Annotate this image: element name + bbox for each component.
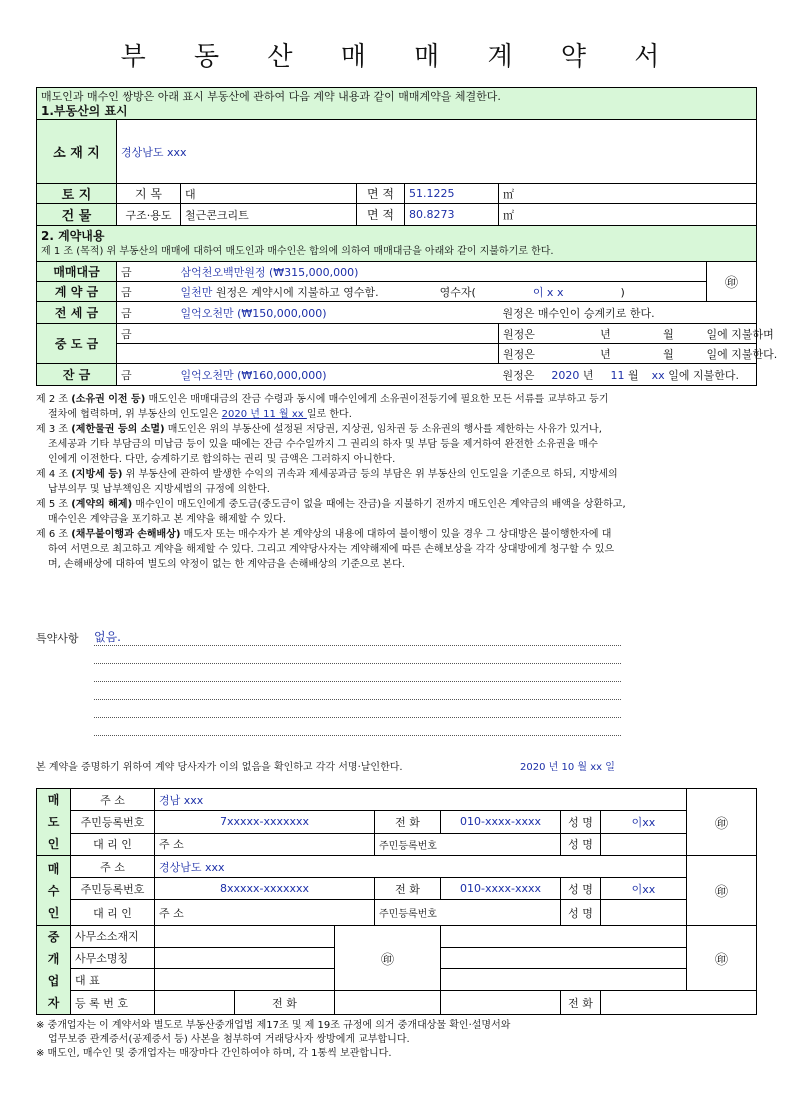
lease-prefix: 금 (117, 302, 181, 324)
location-label: 소 재 지 (37, 120, 117, 184)
middle-line1-month: 월 (631, 324, 707, 344)
lease-label: 전 세 금 (37, 302, 117, 324)
buyer-agent-addr-label: 주 소 (155, 900, 375, 926)
article3-title: (제한물권 등의 소멸) (71, 424, 165, 435)
buyer-name: 이xx (601, 878, 687, 900)
broker-seal-icon: ㊞ (335, 926, 441, 991)
article2-title: (소유권 이전 등) (71, 394, 146, 405)
land-area-unit: ㎡ (499, 184, 757, 204)
land-area-label: 면 적 (357, 184, 405, 204)
middle-line2-year: 년 (581, 344, 631, 364)
broker-office-address-label: 사무소소재지 (71, 926, 155, 948)
price-prefix: 금 (117, 262, 181, 282)
buyer-address-label: 주 소 (71, 856, 155, 878)
middle-line1-day: 일에 지불하며 (707, 324, 757, 344)
article1-text: 제 1 조 (목적) 위 부동산의 매매에 대하여 매도인과 매수인은 합의에 의하여 매매대금을 아래와 같이 지불하기로 한다. (41, 245, 554, 257)
contract-articles: 제 2 조 (소유권 이전 등) 매도인은 매매대금의 잔금 수령과 동시에 매수인에게 소유권이전등기에 필요한 모든 서류를 교부하고 등기 절차에 협력하며, 위 부동산의 인도일은 2020 년 11 월 xx 일로 한다. 제 3 조 (제한물권 등의 소멸) 매도인은 위의 부동산에 설정된 저당권, 지상권, 임차권 등 소유권의 행사를 제한하는 사유가 있거나, 조세공과 기타 부담금의 미납금 등이 있을 때에는 잔금 수수일까지 그 권리의 하자 및 부담 등을 제거하여 완전한 소유권을 매수 인에게 이전한다. 다만, 승계하기로 합의하는 권리 및 금액은 그러하지 아니한다. 제 4 조 (지방세 등) 위 부동산에 관하여 발생한 수익의 귀속과 제세공과금 등의 부담은 위 부동산의 인도일을 기준으로 하되, 지방세의 납부의무 및 납부책임은 지방세법의 규정에 의한다. 제 5 조 (계약의 해제) 매수인이 매도인에게 중도금(중도금이 없을 때에는 잔금)을 지불하기 전까지 매도인은 계약금의 배액을 상환하고, 매수인은 계약금을 포기하고 본 계약을 해제할 수 있다. 제 6 조 (채무불이행과 손해배상) 매도자 또는 매수자가 본 계약상의 내용에 대하여 불이행이 있을 경우 그 상대방은 불이행한자에 대 하여 서면으로 최고하고 계약을 해제할 수 있다. 그리고 계약당사자는 계약해제에 따른 손해보상을 각각 상대방에게 청구할 수 있으 며, 손해배상에 대하여 별도의 약정이 없는 한 계약금을 손해배상의 기준으로 본다. (36, 394, 626, 570)
building-area-label: 면 적 (357, 204, 405, 226)
buyer-name-label: 성 명 (561, 878, 601, 900)
seller-agent-id-label: 주민등록번호 (375, 833, 561, 855)
seller-name: 이xx (601, 811, 687, 833)
document-title: 부 동 산 매 매 계 약 서 (120, 42, 680, 72)
buyer-phone: 010-xxxx-xxxx (441, 878, 561, 900)
land-label: 토 지 (37, 184, 117, 204)
building-struct-value: 철근콘크리트 (181, 204, 357, 226)
land-type-value: 대 (181, 184, 357, 204)
seller-phone-label: 전 화 (375, 811, 441, 833)
deposit-suffix: 원정은 계약시에 지불하고 영수함. (215, 285, 379, 299)
seller-id: 7xxxxx-xxxxxxx (155, 811, 375, 833)
deposit-value: 일천만 (180, 285, 213, 299)
buyer-address: 경상남도 xxx (155, 856, 687, 878)
balance-day: xx (651, 368, 665, 382)
article6-text: 매도자 또는 매수자가 본 계약상의 내용에 대하여 불이행이 있을 경우 그 상대방은 불이행한자에 대 (180, 529, 612, 540)
confirm-date: 2020 년 10 월 xx 일 (520, 762, 615, 773)
broker-phone-label: 전 화 (235, 991, 335, 1015)
building-struct-label: 구조·용도 (117, 204, 181, 226)
special-terms (36, 628, 621, 736)
middle-line1-note: 원정은 (499, 324, 581, 344)
broker-side-label: 중 개 업 자 (37, 926, 71, 1015)
building-area-value: 80.8273 (405, 204, 499, 226)
buyer-side-label: 매 수 인 (37, 856, 71, 926)
buyer-phone-label: 전 화 (375, 878, 441, 900)
middle-line2-day: 일에 지불한다. (707, 344, 757, 364)
confirm-text: 본 계약을 증명하기 위하여 계약 당사자가 이의 없음을 확인하고 각각 서명·날인한다. (36, 762, 403, 773)
land-area-value: 51.1225 (405, 184, 499, 204)
seller-seal-icon: ㊞ (687, 789, 757, 856)
land-type-label: 지 목 (117, 184, 181, 204)
broker2-seal-icon: ㊞ (687, 926, 757, 991)
price-value: 삼억천오백만원정 (₩315,000,000) (181, 262, 707, 282)
note-1b: 업무보증 관계증서(공제증서 등) 사본을 첨부하여 거래당사자 쌍방에게 교부합니다. (48, 1034, 410, 1045)
middle-line2-month: 월 (631, 344, 707, 364)
buyer-seal-icon: ㊞ (687, 856, 757, 926)
buyer-id: 8xxxxx-xxxxxxx (155, 878, 375, 900)
balance-month: 11 (610, 368, 625, 382)
article2-text: 매도인은 매매대금의 잔금 수령과 동시에 매수인에게 소유권이전등기에 필요한 모든 서류를 교부하고 등기 (145, 394, 609, 405)
building-area-unit: ㎡ (499, 204, 757, 226)
price-label: 매매대금 (37, 262, 117, 282)
balance-year-unit: 년 (582, 368, 594, 382)
seller-agent-label: 대 리 인 (71, 833, 155, 855)
balance-day-unit: 일에 지불한다. (668, 368, 739, 382)
receiver-close: ) (620, 285, 625, 299)
seller-agent-name-label: 성 명 (561, 833, 601, 855)
balance-note: 원정은 (502, 368, 535, 382)
balance-value: 일억오천만 (₩160,000,000) (181, 364, 499, 386)
receiver-label: 영수자( (439, 285, 476, 299)
seller-side-label: 매 도 인 (37, 789, 71, 856)
section2-heading: 2. 계약내용 (41, 228, 105, 243)
delivery-date: 2020 년 11 월 xx (221, 409, 307, 420)
note-1: ※ 중개업자는 이 계약서와 별도로 부동산중개업법 제17조 및 제 19조 규정에 의거 중개대상물 확인·설명서와 (36, 1020, 511, 1031)
broker-rep-label: 대 표 (71, 969, 155, 991)
lease-note: 원정은 매수인이 승계키로 한다. (499, 302, 757, 324)
article5-title: (계약의 해제) (71, 499, 133, 510)
buyer-id-label: 주민등록번호 (71, 878, 155, 900)
article5-text: 매수인이 매도인에게 중도금(중도금이 없을 때에는 잔금)을 지불하기 전까지 매도인은 계약금의 배액을 상환하고, (132, 499, 626, 510)
article4-title: (지방세 등) (71, 469, 123, 480)
broker2-phone-label: 전 화 (561, 991, 601, 1015)
balance-label: 잔 금 (37, 364, 117, 386)
parties-table (36, 788, 757, 1015)
lease-value: 일억오천만 (₩150,000,000) (181, 302, 499, 324)
balance-month-unit: 월 (628, 368, 639, 382)
seller-id-label: 주민등록번호 (71, 811, 155, 833)
footer-notes (36, 1019, 776, 1061)
balance-year: 2020 (551, 368, 580, 382)
middle-label: 중 도 금 (37, 324, 117, 364)
intro-text: 매도인과 매수인 쌍방은 아래 표시 부동산에 관하여 다음 계약 내용과 같이 매매계약을 체결한다. (41, 89, 501, 103)
seller-agent-addr-label: 주 소 (155, 833, 375, 855)
broker-office-name-label: 사무소명칭 (71, 947, 155, 969)
special-terms-label: 특약사항 (36, 632, 79, 645)
buyer-agent-name-label: 성 명 (561, 900, 601, 926)
article4-text: 위 부동산에 관하여 발생한 수익의 귀속과 제세공과금 등의 부담은 위 부동산의 인도일을 기준으로 하되, 지방세의 (122, 469, 618, 480)
building-label: 건 물 (37, 204, 117, 226)
balance-prefix: 금 (117, 364, 181, 386)
receiver-value: 이 x x (532, 285, 564, 299)
seller-name-label: 성 명 (561, 811, 601, 833)
buyer-agent-label: 대 리 인 (71, 900, 155, 926)
middle-line1-year: 년 (581, 324, 631, 344)
broker-reg-label: 등 록 번 호 (71, 991, 155, 1015)
location-value: 경상남도 xxx (117, 120, 757, 184)
middle-line2-note: 원정은 (499, 344, 581, 364)
buyer-agent-id-label: 주민등록번호 (375, 900, 561, 926)
deposit-label: 계 약 금 (37, 282, 117, 302)
contract-table (36, 87, 778, 386)
article3-text: 매도인은 위의 부동산에 설정된 저당권, 지상권, 임차권 등 소유권의 행사를 제한하는 사유가 있거나, (164, 424, 602, 435)
middle-prefix: 금 (117, 324, 499, 344)
seal-icon: ㊞ (707, 262, 757, 302)
article6-title: (채무불이행과 손해배상) (71, 529, 181, 540)
seller-phone: 010-xxxx-xxxx (441, 811, 561, 833)
deposit-prefix: 금 (117, 282, 181, 302)
section1-heading: 1.부동산의 표시 (41, 103, 128, 118)
note-2: ※ 매도인, 매수인 및 중개업자는 매장마다 간인하여야 하며, 각 1통씩 보관합니다. (36, 1048, 392, 1059)
seller-address: 경남 xxx (155, 789, 687, 811)
seller-address-label: 주 소 (71, 789, 155, 811)
special-terms-value: 없음. (94, 628, 621, 646)
